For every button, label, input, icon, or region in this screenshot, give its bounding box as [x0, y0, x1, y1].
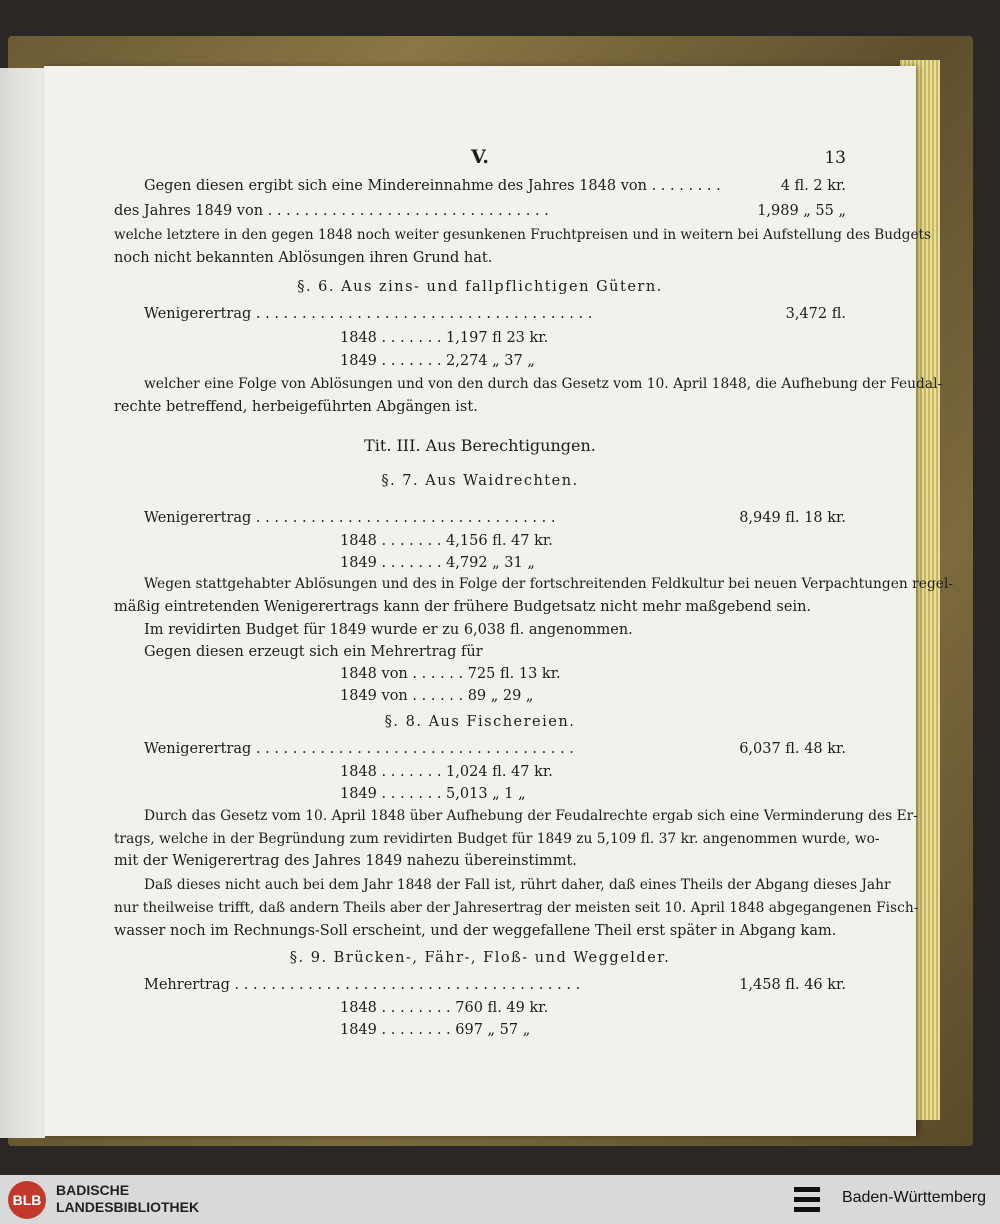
year-row: 1849 von . . . . . . 89 „ 29 „ [340, 688, 534, 704]
amount: 1,989 „ 55 „ [757, 203, 846, 219]
text-line: Gegen diesen ergibt sich eine Mindereinnahme des Jahres 1848 von . . . . . . . . [144, 178, 721, 194]
text-line: welche letztere in den gegen 1848 noch weiter gesunkenen Fruchtpreisen und in weitern bei Aufstellung des Budgets [114, 227, 931, 243]
title-3-heading: Tit. III. Aus Berechtigungen. [364, 436, 596, 455]
text-line: Daß dieses nicht auch bei dem Jahr 1848 der Fall ist, rührt daher, daß eines Theils der Abgang dieses Jahr [144, 877, 891, 893]
text-line: noch nicht bekannten Ablösungen ihren Grund hat. [114, 250, 493, 266]
page-number: 13 [824, 148, 846, 168]
year-row: 1848 . . . . . . . 4,156 fl. 47 kr. [340, 533, 553, 549]
amount: 1,458 fl. 46 kr. [739, 977, 846, 993]
year-row: 1848 . . . . . . . 1,197 fl 23 kr. [340, 330, 549, 346]
text-line: wasser noch im Rechnungs-Soll erscheint, und der weggefallene Theil erst später in Abgang kam. [114, 923, 837, 939]
amount: 3,472 fl. [785, 306, 846, 322]
blb-logo[interactable]: BLB [8, 1181, 46, 1219]
table-label: Wenigerertrag . . . . . . . . . . . . . . . . . . . . . . . . . . . . . . . . . . . [144, 741, 574, 757]
year-row: 1848 . . . . . . . . 760 fl. 49 kr. [340, 1000, 549, 1016]
amount: 6,037 fl. 48 kr. [739, 741, 846, 757]
page-text [44, 66, 954, 1136]
text-line: Gegen diesen erzeugt sich ein Mehrertrag für [144, 644, 483, 660]
library-name-line1: BADISCHE [56, 1182, 130, 1198]
year-row: 1849 . . . . . . . 4,792 „ 31 „ [340, 555, 535, 571]
section-6-title: §. 6. Aus zins- und fallpflichtigen Gütern. [297, 279, 663, 295]
year-row: 1849 . . . . . . . 5,013 „ 1 „ [340, 786, 526, 802]
year-row: 1849 . . . . . . . 2,274 „ 37 „ [340, 353, 535, 369]
text-line: Im revidirten Budget für 1849 wurde er zu 6,038 fl. angenommen. [144, 622, 633, 638]
facing-page-edge [0, 68, 45, 1138]
text-line: Durch das Gesetz vom 10. April 1848 über Aufhebung der Feudalrechte ergab sich eine Verminderung des Er- [144, 808, 918, 824]
text-line: nur theilweise trifft, daß andern Theils aber der Jahresertrag der meisten seit 10. April 1848 abgegangenen Fisch- [114, 900, 919, 916]
table-label: Wenigerertrag . . . . . . . . . . . . . . . . . . . . . . . . . . . . . . . . . [144, 510, 556, 526]
state-label[interactable]: Baden-Württemberg [841, 1189, 986, 1206]
lions-crest-icon [792, 1183, 822, 1217]
book-page [44, 66, 954, 1136]
amount: 8,949 fl. 18 kr. [739, 510, 846, 526]
text-line: welcher eine Folge von Ablösungen und von den durch das Gesetz vom 10. April 1848, die Aufhebung der Feudal- [144, 376, 943, 392]
text-line: rechte betreffend, herbeigeführten Abgängen ist. [114, 399, 478, 415]
section-9-title: §. 9. Brücken-, Fähr-, Floß- und Weggelder. [289, 950, 671, 966]
text-line: mäßig eintretenden Wenigerertrags kann der frühere Budgetsatz nicht mehr maßgebend sein. [114, 599, 812, 615]
table-label: Mehrertrag . . . . . . . . . . . . . . . . . . . . . . . . . . . . . . . . . . . . . . [144, 977, 581, 993]
library-name-line2: LANDESBIBLIOTHEK [56, 1199, 200, 1215]
library-name [56, 1182, 199, 1216]
text-line: mit der Wenigerertrag des Jahres 1849 nahezu übereinstimmt. [114, 853, 577, 869]
text-line: trags, welche in der Begründung zum revidirten Budget für 1849 zu 5,109 fl. 37 kr. angenommen wurde, wo- [114, 831, 880, 847]
section-heading: V. [470, 146, 490, 168]
year-row: 1849 . . . . . . . . 697 „ 57 „ [340, 1022, 531, 1038]
text-line: Wegen stattgehabter Ablösungen und des in Folge der fortschreitenden Feldkultur bei neuen Verpachtungen regel- [144, 576, 954, 592]
year-row: 1848 von . . . . . . 725 fl. 13 kr. [340, 666, 561, 682]
section-8-title: §. 8. Aus Fischereien. [384, 714, 576, 730]
section-7-title: §. 7. Aus Waidrechten. [381, 473, 579, 489]
year-row: 1848 . . . . . . . 1,024 fl. 47 kr. [340, 764, 553, 780]
footer-bar [0, 1175, 1000, 1224]
text-line: des Jahres 1849 von . . . . . . . . . . . . . . . . . . . . . . . . . . . . . . . [114, 203, 549, 219]
table-label: Wenigerertrag . . . . . . . . . . . . . . . . . . . . . . . . . . . . . . . . . . . . . [144, 306, 593, 322]
amount: 4 fl. 2 kr. [780, 178, 846, 194]
